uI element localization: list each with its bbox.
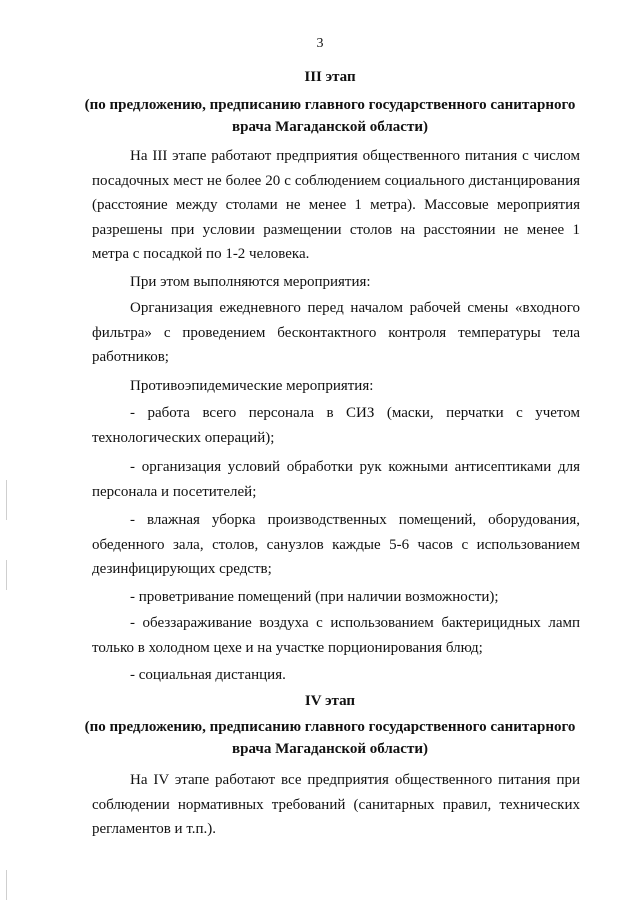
scan-edge-mark — [6, 870, 7, 900]
stage3-paragraph-filter: Организация ежедневного перед началом рабочей смены «входного фильтра» с проведением бесконтактного контроля температуры тела работников; — [92, 300, 580, 365]
stage3-list-item-distance: - социальная дистанция. — [130, 667, 286, 683]
stage3-paragraph-antiepidemic: Противоэпидемические мероприятия: — [130, 378, 374, 394]
stage4-paragraph-intro: На IV этапе работают все предприятия общественного питания при соблюдении нормативных требований (санитарных правил, технических регламентов и т.п.). — [92, 772, 580, 837]
stage3-subtitle: (по предложению, предписанию главного государственного санитарного врача Магаданской области) — [84, 97, 576, 135]
scan-edge-mark — [6, 480, 7, 520]
scan-edge-mark — [6, 560, 7, 590]
stage3-title: III этап — [304, 69, 356, 85]
stage4-subtitle: (по предложению, предписанию главного государственного санитарного врача Магаданской области) — [84, 719, 576, 757]
stage3-list-item-ppe: - работа всего персонала в СИЗ (маски, перчатки с учетом технологических операций); — [92, 405, 580, 446]
stage3-list-item-cleaning: - влажная уборка производственных помещений, оборудования, обеденного зала, столов, санузлов каждые 5-6 часов с использованием дезинфицирующих средств; — [92, 512, 580, 577]
stage3-list-item-antiseptics: - организация условий обработки рук кожными антисептиками для персонала и посетителей; — [92, 459, 580, 500]
stage3-list-item-ventilation: - проветривание помещений (при наличии возможности); — [130, 589, 499, 605]
page-number: 3 — [316, 36, 324, 51]
stage3-paragraph-measures: При этом выполняются мероприятия: — [130, 274, 371, 290]
stage4-title: IV этап — [304, 693, 356, 709]
stage3-paragraph-intro: На III этапе работают предприятия общественного питания с числом посадочных мест не более 20 с соблюдением социального дистанцирования (расстояние между столами не менее 1 метра). Массовые мероприятия разрешены при условии размещении столов на расстоянии не менее 1 метра с посадкой по 1-2 человека. — [92, 148, 580, 262]
stage3-list-item-air-disinfection: - обеззараживание воздуха с использованием бактерицидных ламп только в холодном цехе и на участке порционирования блюд; — [92, 615, 580, 656]
